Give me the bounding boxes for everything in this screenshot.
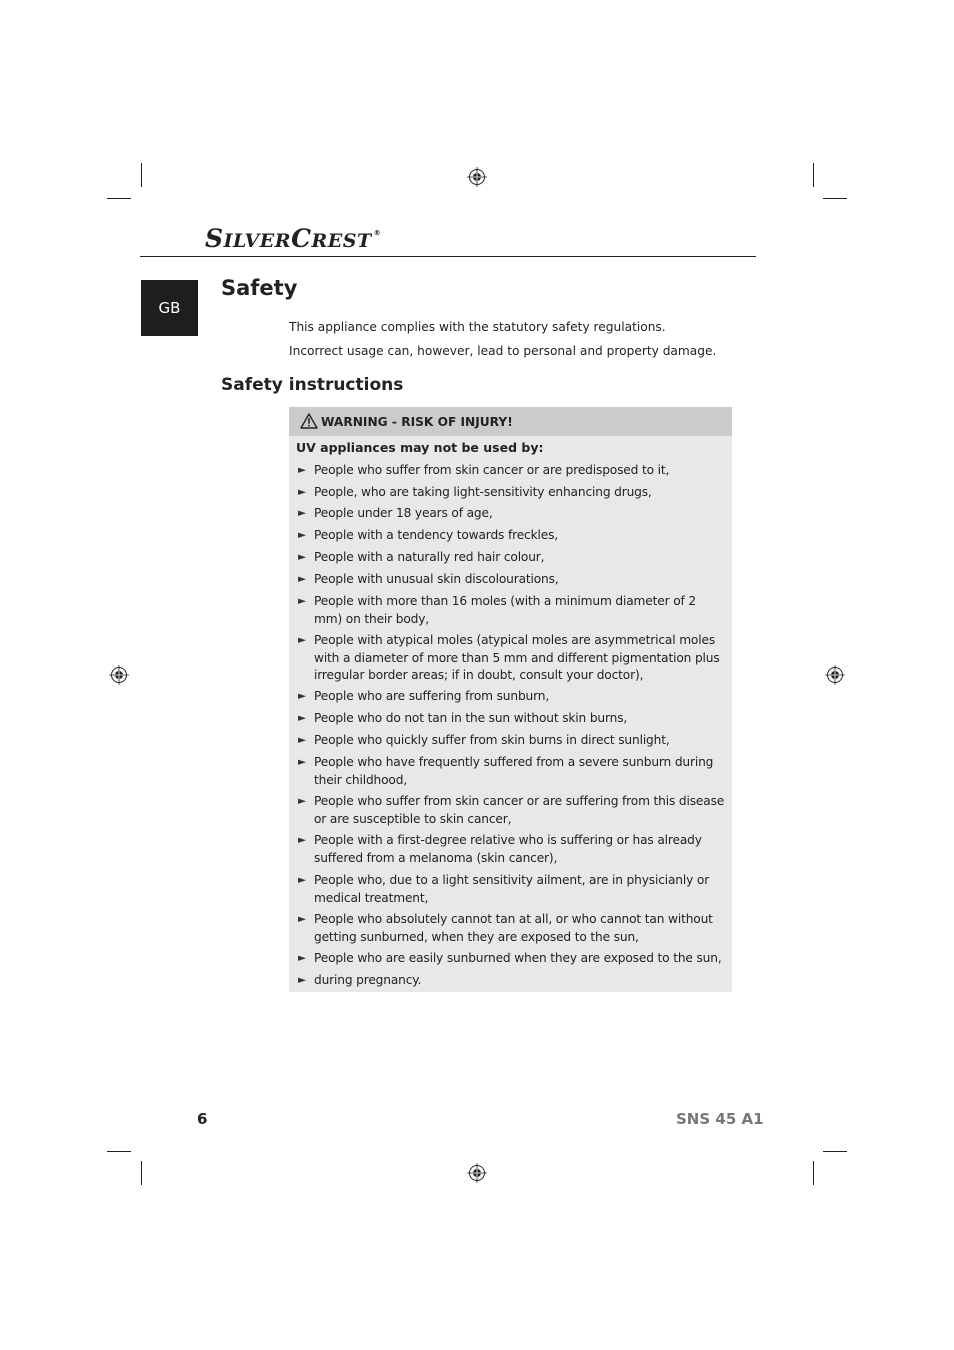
list-item-text: People under 18 years of age, — [314, 506, 493, 520]
bullet-arrow-icon: ► — [298, 690, 307, 702]
list-item-text: People who quickly suffer from skin burns in direct sunlight, — [314, 733, 670, 747]
bullet-arrow-icon: ► — [298, 551, 307, 563]
crop-mark — [823, 1151, 847, 1152]
crop-mark — [823, 198, 847, 199]
warning-triangle-icon — [300, 413, 318, 429]
list-item-text: People who are suffering from sunburn, — [314, 689, 550, 703]
crop-mark — [141, 1161, 142, 1185]
model-number: SNS 45 A1 — [676, 1110, 764, 1128]
list-item-text: People who do not tan in the sun without skin burns, — [314, 711, 628, 725]
list-item-text: People with more than 16 moles (with a minimum diameter of 2 mm) on their body, — [314, 594, 696, 626]
bullet-arrow-icon: ► — [298, 874, 307, 886]
list-item-text: People with unusual skin discolourations, — [314, 572, 559, 586]
list-item-text: People with atypical moles (atypical moles are asymmetrical moles with a diameter of more than 5 mm and different pigmentation plus irregular border areas; if in doubt, consult your doctor), — [314, 633, 720, 682]
page-number: 6 — [197, 1110, 208, 1128]
section-heading: Safety instructions — [221, 375, 404, 395]
bullet-arrow-icon: ► — [298, 974, 307, 986]
registration-mark-icon — [467, 167, 487, 187]
bullet-arrow-icon: ► — [298, 573, 307, 585]
crop-mark — [813, 1161, 814, 1185]
bullet-arrow-icon: ► — [298, 464, 307, 476]
list-item-text: People with a tendency towards freckles, — [314, 528, 559, 542]
crop-mark — [813, 163, 814, 187]
intro-paragraph: Incorrect usage can, however, lead to personal and property damage. — [289, 344, 717, 358]
list-item-text: People who suffer from skin cancer or are predisposed to it, — [314, 463, 670, 477]
warning-box — [289, 407, 732, 992]
bullet-arrow-icon: ► — [298, 712, 307, 724]
language-tab: GB — [141, 280, 198, 336]
list-item-text: People who, due to a light sensitivity ailment, are in physicianly or medical treatment, — [314, 873, 710, 905]
list-item-text: People with a naturally red hair colour, — [314, 550, 545, 564]
bullet-arrow-icon: ► — [298, 486, 307, 498]
page-title: Safety — [221, 276, 298, 300]
bullet-arrow-icon: ► — [298, 595, 307, 607]
bullet-arrow-icon: ► — [298, 734, 307, 746]
bullet-arrow-icon: ► — [298, 952, 307, 964]
bullet-arrow-icon: ► — [298, 634, 307, 646]
bullet-arrow-icon: ► — [298, 834, 307, 846]
bullet-arrow-icon: ► — [298, 529, 307, 541]
list-item-text: People who are easily sunburned when they are exposed to the sun, — [314, 951, 722, 965]
brand-logo: SILVERCREST ® — [205, 224, 382, 253]
registration-mark-icon — [825, 665, 845, 685]
crop-mark — [107, 198, 131, 199]
warning-header — [289, 407, 732, 436]
registration-mark-icon — [109, 665, 129, 685]
header-rule — [140, 256, 756, 257]
list-item-text: during pregnancy. — [314, 973, 422, 987]
warning-title: WARNING - RISK OF INJURY! — [321, 415, 513, 429]
bullet-arrow-icon: ► — [298, 913, 307, 925]
crop-mark — [107, 1151, 131, 1152]
bullet-arrow-icon: ► — [298, 507, 307, 519]
warning-subtitle: UV appliances may not be used by: — [296, 440, 544, 455]
list-item-text: People with a first-degree relative who is suffering or has already suffered from a melanoma (skin cancer), — [314, 833, 702, 865]
list-item-text: People who have frequently suffered from a severe sunburn during their childhood, — [314, 755, 714, 787]
bullet-arrow-icon: ► — [298, 795, 307, 807]
bullet-arrow-icon: ► — [298, 756, 307, 768]
registration-mark-icon — [467, 1163, 487, 1183]
list-item-text: People who suffer from skin cancer or are suffering from this disease or are susceptible to skin cancer, — [314, 794, 725, 826]
list-item-text: People who absolutely cannot tan at all, or who cannot tan without getting sunburned, when they are exposed to the sun, — [314, 912, 713, 944]
list-item-text: People, who are taking light-sensitivity enhancing drugs, — [314, 485, 652, 499]
intro-paragraph: This appliance complies with the statutory safety regulations. — [289, 320, 666, 334]
crop-mark — [141, 163, 142, 187]
